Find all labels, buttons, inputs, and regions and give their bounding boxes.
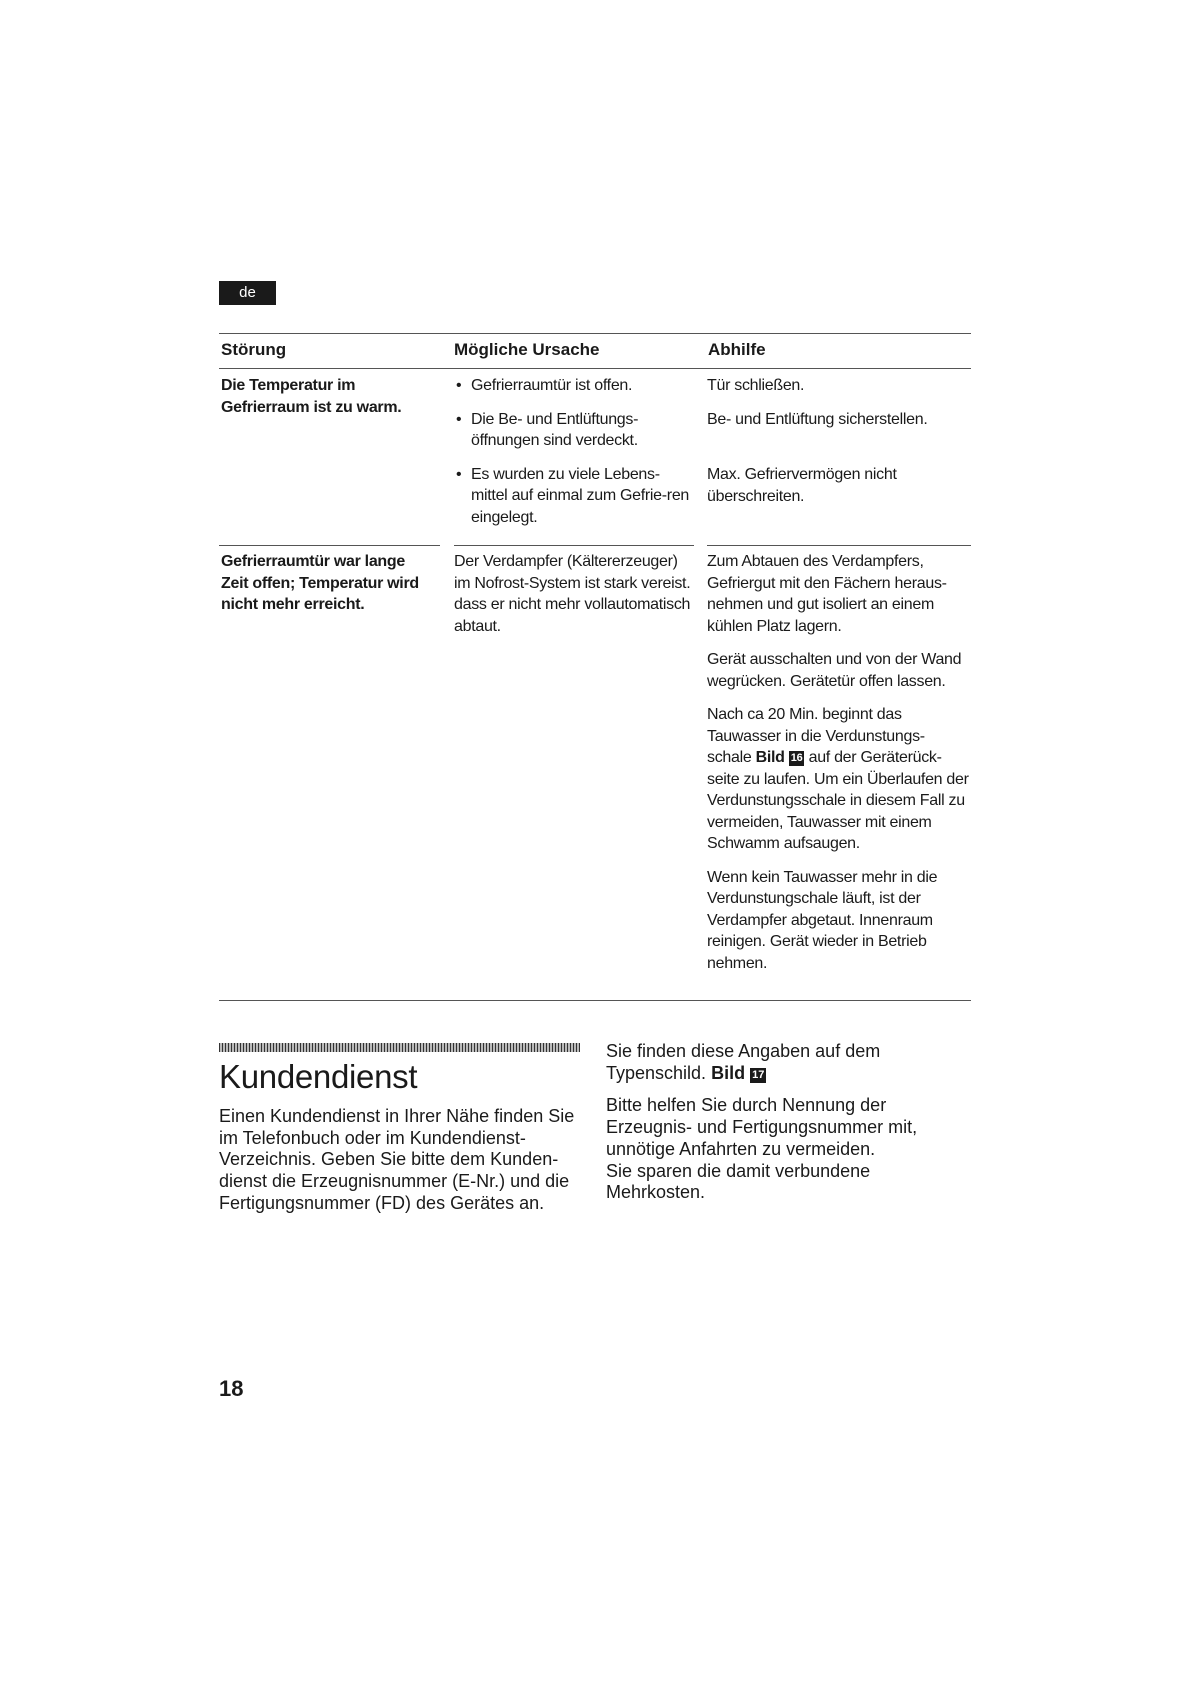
- service-text: Sie finden diese Angaben auf dem Typenschild.: [606, 1041, 881, 1083]
- figure-reference: Bild: [711, 1062, 746, 1083]
- remedy-item: Zum Abtauen des Verdampfers, Gefriergut mit den Fächern heraus-nehmen und gut isoliert an einem kühlen Platz lagern.: [707, 553, 947, 635]
- remedy-cell: [707, 375, 969, 519]
- cause-cell: [454, 375, 694, 540]
- remedy-text: Nach ca 20 Min. beginnt das Tauwasser in die Verdunstungs-schale: [707, 706, 925, 766]
- row-divider: [707, 545, 971, 546]
- problem-cell: Die Temperatur im Gefrierraum ist zu warm.: [221, 377, 402, 416]
- cause-item: • Gefrierraumtür ist offen.: [454, 375, 694, 397]
- section-hatch-bar: [219, 1043, 580, 1052]
- figure-reference: Bild: [755, 749, 785, 766]
- service-paragraph: [606, 1041, 971, 1084]
- header-remedy: Abhilfe: [708, 340, 766, 359]
- service-paragraph: Bitte helfen Sie durch Nennung der Erzeugnis- und Fertigungsnummer mit, unnötige Anfahrten zu vermeiden.: [606, 1095, 918, 1159]
- remedy-item: [707, 704, 969, 855]
- row-divider: [454, 545, 694, 546]
- remedy-item: Wenn kein Tauwasser mehr in die Verdunstungschale läuft, ist der Verdampfer abgetaut. Innenraum reinigen. Gerät wieder in Betrieb nehmen.: [707, 868, 938, 972]
- header-cause: Mögliche Ursache: [454, 340, 600, 359]
- table-row: [219, 369, 971, 545]
- service-body: Einen Kundendienst in Ihrer Nähe finden Sie im Telefonbuch oder im Kundendienst-Verzeichnis. Geben Sie bitte dem Kunden-dienst die Erzeugnisnummer (E-Nr.) und die Fertigungsnummer (FD) des Gerätes an.: [219, 1106, 575, 1213]
- page-number: 18: [219, 1376, 244, 1401]
- remedy-item: Gerät ausschalten und von der Wand wegrücken. Gerätetür offen lassen.: [707, 651, 962, 690]
- remedy-text: auf der Geräterück-seite zu laufen. Um ein Überlaufen der Verdunstungsschale in diesem Fall zu vermeiden, Tauwasser mit einem Schwamm aufsaugen.: [707, 749, 969, 852]
- service-paragraph: Sie sparen die damit verbundene Mehrkosten.: [606, 1160, 871, 1203]
- language-tag: de: [219, 281, 276, 305]
- remedy-cell: [707, 551, 969, 986]
- troubleshooting-table: [219, 333, 971, 1001]
- remedy-item: Max. Gefriervermögen nicht überschreiten.: [707, 466, 897, 505]
- cause-item: • Die Be- und Entlüftungs-öffnungen sind verdeckt.: [454, 409, 694, 452]
- cause-item: • Es wurden zu viele Lebens-mittel auf einmal zum Gefrie-ren eingelegt.: [454, 464, 694, 529]
- service-info-column: [606, 1041, 971, 1215]
- remedy-item: Tür schließen.: [707, 377, 805, 394]
- row-divider: [219, 545, 440, 546]
- table-row: [219, 545, 971, 1000]
- table-header: [219, 334, 971, 369]
- header-problem: Störung: [221, 340, 287, 359]
- section-title: Kundendienst: [219, 1058, 418, 1095]
- figure-number-badge: 17: [752, 1068, 765, 1081]
- figure-number-badge: 16: [790, 752, 803, 764]
- problem-cell: Gefrierraumtür war lange Zeit offen; Temperatur wird nicht mehr erreicht.: [221, 553, 419, 613]
- remedy-item: Be- und Entlüftung sicherstellen.: [707, 410, 928, 428]
- cause-cell: Der Verdampfer (Kältererzeuger) im Nofrost-System ist stark vereist. dass er nicht mehr vollautomatisch abtaut.: [454, 553, 691, 635]
